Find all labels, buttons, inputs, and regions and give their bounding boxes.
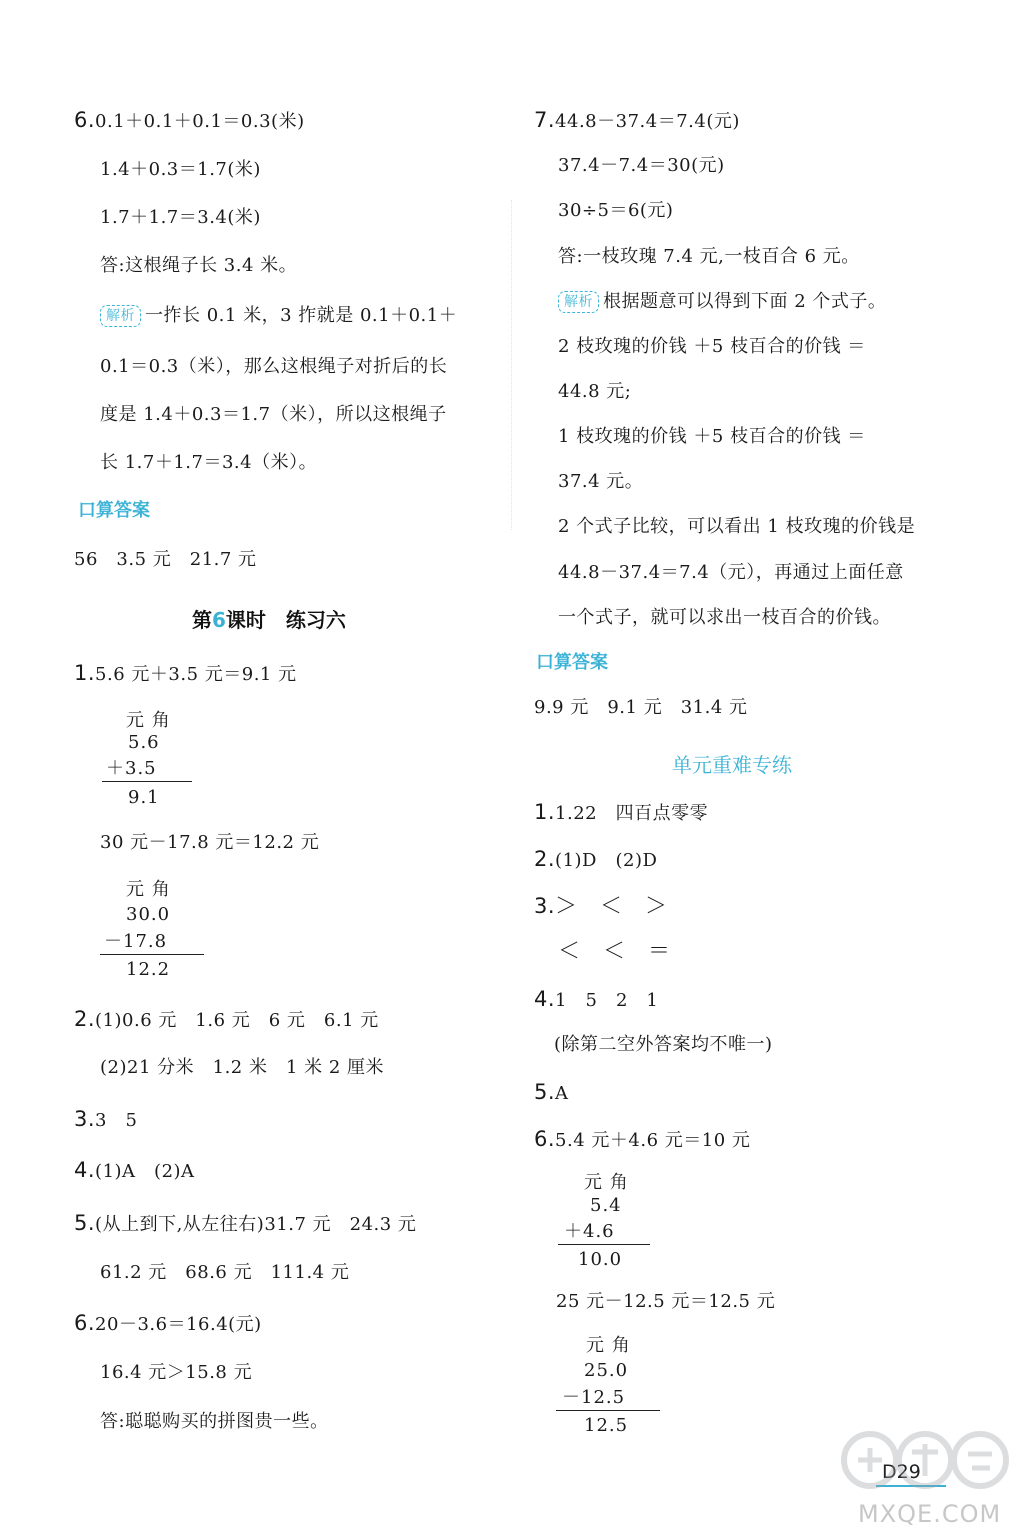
question-number: 5. [534, 1080, 556, 1104]
review-6 [534, 1127, 750, 1153]
oral-calc-heading: 口算答案 [536, 652, 608, 673]
answer-line: (2)21 分米 1.2 米 1 米 2 厘米 [100, 1057, 385, 1078]
lesson-prefix: 第 [192, 608, 212, 632]
review-2 [534, 847, 657, 873]
unit-header: 元 角 [126, 879, 171, 900]
lesson-number: 6 [212, 608, 226, 632]
column-divider [511, 200, 512, 530]
equation-line: 44.8－37.4＝7.4(元) [555, 111, 740, 132]
review-3 [534, 894, 668, 919]
operand: －12.5 [562, 1387, 626, 1408]
review-5 [534, 1080, 569, 1106]
explanation-text: 一拃长 0.1 米，3 拃就是 0.1＋0.1＋ [145, 305, 458, 326]
explanation-line: 44.8 元; [558, 381, 632, 402]
unit-header: 元 角 [126, 710, 171, 731]
oral-calc-answers: 9.9 元 9.1 元 31.4 元 [534, 697, 748, 718]
explanation-line: 度是 1.4＋0.3＝1.7（米），所以这根绳子 [100, 404, 447, 425]
comparison-line: 16.4 元＞15.8 元 [100, 1362, 253, 1383]
question-number: 5. [74, 1211, 96, 1235]
analysis-tag: 解析 [558, 291, 599, 313]
review-4 [534, 987, 658, 1013]
answer-text: (1)0.6 元 1.6 元 6 元 6.1 元 [95, 1010, 379, 1031]
answer-text: (1)A (2)A [95, 1161, 195, 1182]
explanation-line [100, 304, 457, 328]
question-number: 2. [534, 847, 556, 871]
sum-line [558, 1244, 650, 1245]
answer-line: 答:一枝玫瑰 7.4 元,一枝百合 6 元。 [558, 246, 860, 267]
operand: 25.0 [584, 1360, 629, 1381]
explanation-line: 长 1.7＋1.7＝3.4（米）。 [100, 452, 318, 473]
exercise-3 [74, 1107, 137, 1133]
question-number: 4. [534, 987, 556, 1011]
explanation-text: 根据题意可以得到下面 2 个式子。 [603, 291, 887, 312]
answer-text: 1 5 2 1 [555, 990, 659, 1011]
answer-line: ＜ ＜ ＝ [558, 939, 671, 964]
watermark-text: MXQE.COM [858, 1500, 1002, 1528]
result: 12.2 [126, 959, 171, 980]
question-number: 4. [74, 1158, 96, 1182]
unit-review-title: 单元重难专练 [672, 753, 792, 777]
oral-calc-heading: 口算答案 [78, 500, 150, 521]
equation-line: 1.7＋1.7＝3.4(米) [100, 207, 261, 228]
answer-text: A [555, 1083, 569, 1104]
question-7 [534, 108, 740, 134]
unit-header: 元 角 [584, 1172, 629, 1193]
question-6 [74, 108, 305, 134]
note-line: (除第二空外答案均不唯一) [554, 1034, 773, 1055]
question-number: 3. [534, 894, 556, 918]
question-number: 6. [534, 1127, 556, 1151]
explanation-line: 44.8－37.4＝7.4（元），再通过上面任意 [558, 562, 904, 583]
equation-line: 30÷5＝6(元) [558, 200, 674, 221]
explanation-line: 一个式子，就可以求出一枝百合的价钱。 [558, 607, 891, 628]
operand: －17.8 [104, 931, 168, 952]
result: 9.1 [128, 787, 160, 808]
equation-line: 25 元－12.5 元＝12.5 元 [556, 1291, 776, 1312]
answer-text: (从上到下,从左往右)31.7 元 24.3 元 [95, 1214, 417, 1235]
result: 12.5 [584, 1415, 629, 1436]
answer-line: 答:聪聪购买的拼图贵一些。 [100, 1411, 329, 1432]
exercise-2 [74, 1007, 379, 1033]
explanation-line: 2 个式子比较，可以看出 1 枝玫瑰的价钱是 [558, 516, 916, 537]
explanation-line: 1 枝玫瑰的价钱 ＋5 枝百合的价钱 ＝ [558, 426, 866, 447]
difference-line [100, 954, 204, 955]
equation-line: 0.1＋0.1＋0.1＝0.3(米) [95, 111, 305, 132]
question-number: 1. [534, 800, 556, 824]
question-number: 1. [74, 661, 96, 685]
page-number: D29 [882, 1461, 921, 1483]
lesson-suffix: 课时 练习六 [225, 608, 346, 632]
equation-line: 1.4＋0.3＝1.7(米) [100, 159, 261, 180]
equation-line: 37.4－7.4＝30(元) [558, 155, 725, 176]
equation-line: 5.6 元＋3.5 元＝9.1 元 [95, 664, 297, 685]
operand: 5.4 [590, 1195, 622, 1216]
answer-text: (1)D (2)D [555, 850, 658, 871]
question-number: 7. [534, 108, 556, 132]
difference-line [556, 1410, 660, 1411]
answer-text: ＞ ＜ ＞ [555, 894, 668, 919]
analysis-tag: 解析 [100, 305, 141, 327]
operand: ＋4.6 [564, 1221, 615, 1242]
answer-text: 3 5 [95, 1110, 138, 1131]
oral-calc-answers: 56 3.5 元 21.7 元 [74, 549, 257, 570]
explanation-line: 37.4 元。 [558, 471, 644, 492]
answer-line: 61.2 元 68.6 元 111.4 元 [100, 1262, 350, 1283]
equation-line: 20－3.6＝16.4(元) [95, 1314, 262, 1335]
result: 10.0 [578, 1249, 623, 1270]
unit-header: 元 角 [586, 1335, 631, 1356]
exercise-5 [74, 1211, 416, 1237]
explanation-line [558, 290, 886, 314]
explanation-line: 0.1＝0.3（米），那么这根绳子对折后的长 [100, 356, 448, 377]
operand: ＋3.5 [106, 758, 157, 779]
question-number: 3. [74, 1107, 96, 1131]
sum-line [102, 781, 192, 782]
equation-line: 30 元－17.8 元＝12.2 元 [100, 832, 320, 853]
lesson-title [192, 607, 346, 633]
question-number: 6. [74, 108, 96, 132]
answer-text: 1.22 四百点零零 [555, 803, 709, 824]
operand: 30.0 [126, 904, 171, 925]
question-number: 6. [74, 1311, 96, 1335]
exercise-4 [74, 1158, 195, 1184]
equation-line: 5.4 元＋4.6 元＝10 元 [555, 1130, 751, 1151]
operand: 5.6 [128, 732, 160, 753]
review-1 [534, 800, 708, 826]
explanation-line: 2 枝玫瑰的价钱 ＋5 枝百合的价钱 ＝ [558, 336, 866, 357]
question-number: 2. [74, 1007, 96, 1031]
answer-line: 答:这根绳子长 3.4 米。 [100, 255, 298, 276]
exercise-1 [74, 661, 297, 687]
exercise-6 [74, 1311, 262, 1337]
